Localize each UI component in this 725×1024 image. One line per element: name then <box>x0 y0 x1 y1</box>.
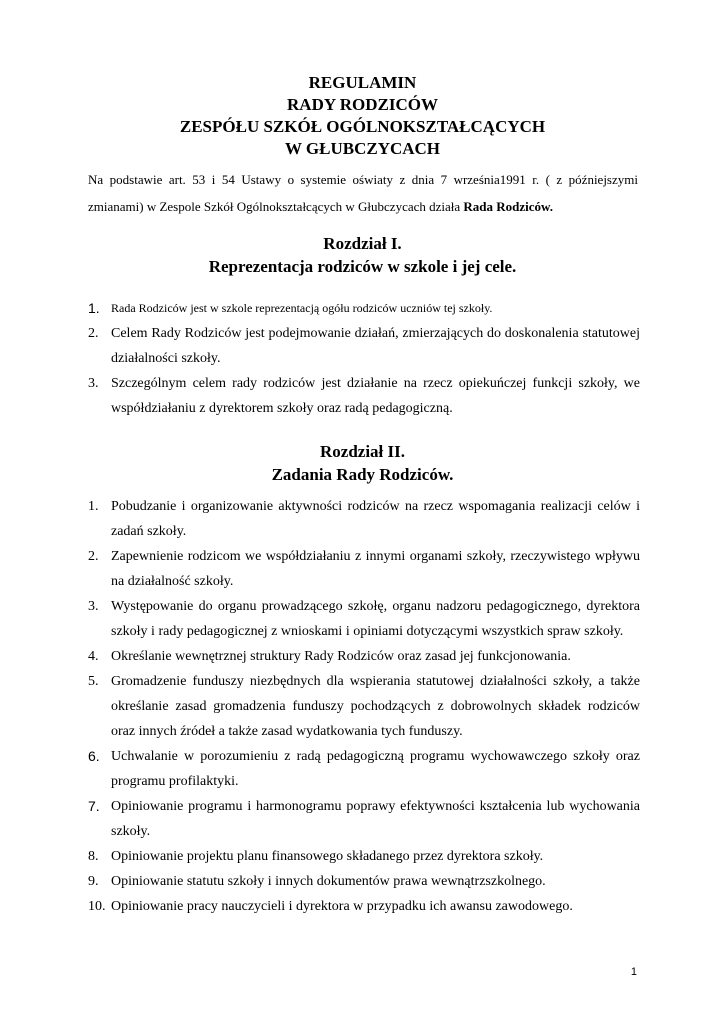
page-number: 1 <box>630 966 637 978</box>
list-number: 8. <box>88 849 99 864</box>
chapter-2-number: Rozdział II. <box>320 442 405 461</box>
chapter-1-list <box>88 296 640 421</box>
list-text: Określanie wewnętrznej struktury Rady Rodziców oraz zasad jej funkcjonowania. <box>111 649 571 664</box>
chapter-2-title: Zadania Rady Rodziców. <box>271 465 454 484</box>
list-number: 7. <box>88 798 100 814</box>
list-item <box>88 371 640 421</box>
list-item <box>88 794 640 844</box>
list-item <box>88 494 640 544</box>
chapter-2-list <box>88 494 640 919</box>
intro-text: Na podstawie art. 53 i 54 Ustawy o systemie oświaty z dnia 7 września1991 r. ( z późniejszymi zmianami) w Zespole Szkół Ogólnokształcących w Głubczycach działa <box>88 172 638 214</box>
list-item <box>88 894 640 919</box>
chapter-2-heading <box>0 440 725 486</box>
list-text: Gromadzenie funduszy niezbędnych dla wspierania statutowej działalności szkoły, a także określanie zasad gromadzenia funduszy pochodzących z dobrowolnych składek rodziców oraz innych źródeł a także zasad wydatkowania tych funduszy. <box>111 674 640 739</box>
intro-bold: Rada Rodziców. <box>463 199 553 214</box>
list-item <box>88 744 640 794</box>
list-item <box>88 644 640 669</box>
list-number: 3. <box>88 599 99 614</box>
title-line: RADY RODZICÓW <box>287 95 438 114</box>
list-text: Opiniowanie statutu szkoły i innych dokumentów prawa wewnątrzszkolnego. <box>111 874 546 889</box>
list-text: Opiniowanie projektu planu finansowego składanego przez dyrektora szkoły. <box>111 849 544 864</box>
list-item <box>88 844 640 869</box>
list-number: 1. <box>88 499 99 514</box>
list-number: 1. <box>88 300 100 316</box>
title-line: REGULAMIN <box>308 73 417 92</box>
list-item <box>88 544 640 594</box>
list-number: 5. <box>88 674 99 689</box>
list-number: 6. <box>88 748 100 764</box>
list-text: Zapewnienie rodzicom we współdziałaniu z innymi organami szkoły, rzeczywistego wpływu na działalność szkoły. <box>111 549 640 589</box>
list-number: 9. <box>88 874 99 889</box>
intro-paragraph <box>88 166 638 220</box>
chapter-1-title: Reprezentacja rodziców w szkole i jej cele. <box>208 257 517 276</box>
list-text: Występowanie do organu prowadzącego szkołę, organu nadzoru pedagogicznego, dyrektora szkoły i rady pedagogicznej z wnioskami i opiniami dotyczącymi wszystkich spraw szkoły. <box>111 599 640 639</box>
chapter-1-heading <box>0 232 725 278</box>
list-text: Pobudzanie i organizowanie aktywności rodziców na rzecz wspomagania realizacji celów i zadań szkoły. <box>111 499 640 539</box>
list-number: 4. <box>88 649 99 664</box>
title-line: W GŁUBCZYCACH <box>284 139 441 158</box>
list-number: 10. <box>88 899 106 914</box>
list-item <box>88 594 640 644</box>
list-text: Uchwalanie w porozumieniu z radą pedagogiczną programu wychowawczego szkoły oraz programu profilaktyki. <box>111 749 640 789</box>
document-title <box>0 72 725 160</box>
list-text: Rada Rodziców jest w szkole reprezentacją ogółu rodziców uczniów tej szkoły. <box>111 301 493 315</box>
list-number: 2. <box>88 549 99 564</box>
list-text: Celem Rady Rodziców jest podejmowanie działań, zmierzających do doskonalenia statutowej działalności szkoły. <box>111 326 640 366</box>
title-line: ZESPÓŁU SZKÓŁ OGÓLNOKSZTAŁCĄCYCH <box>179 117 546 136</box>
list-item <box>88 669 640 744</box>
list-text: Szczególnym celem rady rodziców jest działanie na rzecz opiekuńczej funkcji szkoły, we współdziałaniu z dyrektorem szkoły oraz radą pedagogiczną. <box>111 376 640 416</box>
list-item <box>88 321 640 371</box>
list-text: Opiniowanie pracy nauczycieli i dyrektora w przypadku ich awansu zawodowego. <box>111 899 573 914</box>
list-text: Opiniowanie programu i harmonogramu poprawy efektywności kształcenia lub wychowania szkoły. <box>111 799 640 839</box>
list-item <box>88 296 640 321</box>
list-number: 3. <box>88 376 99 391</box>
list-number: 2. <box>88 326 99 341</box>
list-item <box>88 869 640 894</box>
chapter-1-number: Rozdział I. <box>323 234 402 253</box>
